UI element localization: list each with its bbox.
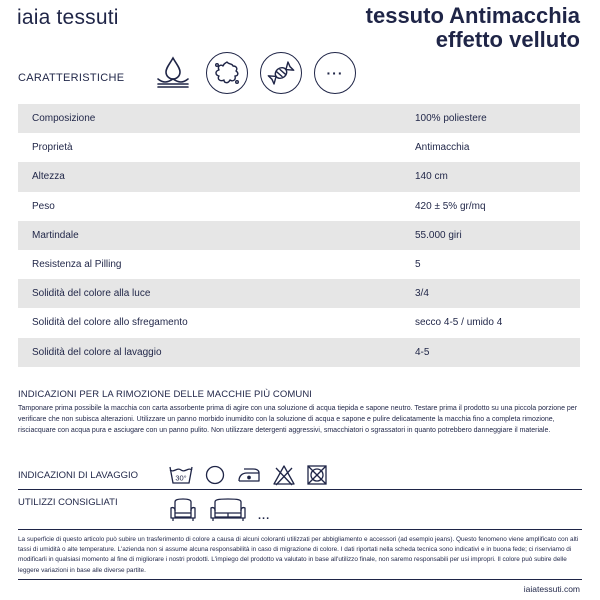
divider-uses — [18, 529, 582, 530]
more-dots: ··· — [326, 65, 344, 81]
spec-label: Peso — [18, 192, 415, 221]
disclaimer-text: La superficie di questo articolo può subire un trasferimento di colore a causa di alcuni coloranti utilizzati per abbigliamento e accessori (ad esempio jeans). Questo fenomeno viene amplificato con alti tassi di umidità o alte temperature. L'azienda non si assume alcuna responsabilità in caso di migrazione di colore. I dati riportati nella scheda tecnica sono indicativi e in buona fede; ci riserviamo di modificarli in qualsiasi momento al fine di migliorare i nostri prodotti. L'impiego del prodotto va valutato in base all'utilizzo finale, non saremo responsabili per usi impropri. Il colore può subire delle leggere variazioni in base alle diverse partite. — [18, 536, 579, 574]
product-title-line1: tessuto Antimacchia — [365, 3, 580, 28]
spec-label: Altezza — [18, 162, 415, 191]
product-title — [366, 4, 580, 52]
candy-icon — [260, 52, 302, 94]
spec-row — [18, 192, 580, 221]
stain-removal-title: INDICAZIONI PER LA RIMOZIONE DELLE MACCHIE PIÙ COMUNI — [18, 389, 313, 400]
spec-row — [18, 338, 580, 367]
dry-clean-icon — [204, 464, 226, 486]
spec-label: Composizione — [18, 104, 415, 133]
spec-row — [18, 221, 580, 250]
spec-row — [18, 162, 580, 191]
more-uses-icon: ... — [258, 510, 271, 522]
iron-low-icon — [236, 464, 262, 486]
spec-label: Solidità del colore alla luce — [18, 279, 415, 308]
stain-removal-text: Tamponare prima possibile la macchia con carta assorbente prima di agire con una soluzione di acqua tiepida e sapone neutro. Testare prima il prodotto su una piccola porzione per verificare che non subisca alterazioni. Utilizzare un panno morbido inumidito con la soluzione di acqua e sapone e pulire delicatamente la macchia fino a completa rimozione, risciacquare con acqua pura e asciugare con un panno pulito. Non utilizzare detergenti aggressivi, smacchiatori o sgrassatori in quanto potrebbero danneggiare il materiale. — [18, 405, 578, 435]
armchair-icon — [168, 497, 198, 523]
spec-label: Martindale — [18, 221, 415, 250]
website-link[interactable]: iaiatessuti.com — [523, 584, 580, 594]
spec-row — [18, 250, 580, 279]
divider-washing — [18, 489, 582, 490]
recommended-uses-title: UTILIZZI CONSIGLIATI — [18, 497, 118, 508]
no-bleach-icon — [272, 464, 296, 486]
spec-value: 140 cm — [415, 162, 580, 191]
spec-row — [18, 279, 580, 308]
stain-resistant-icon — [206, 52, 248, 94]
brand-logo: iaia tessuti — [17, 6, 119, 29]
water-repellent-icon — [152, 52, 194, 94]
washing-instructions-title: INDICAZIONI DI LAVAGGIO — [18, 470, 138, 481]
spec-value: 3/4 — [415, 279, 580, 308]
no-tumble-dry-icon — [306, 464, 328, 486]
spec-label: Resistenza al Pilling — [18, 250, 415, 279]
spec-row — [18, 133, 580, 162]
spec-value: 55.000 giri — [415, 221, 580, 250]
spec-value: 420 ± 5% gr/mq — [415, 192, 580, 221]
spec-value: 4-5 — [415, 338, 580, 367]
specs-table — [18, 104, 580, 367]
spec-label: Solidità del colore al lavaggio — [18, 338, 415, 367]
washing-icons — [168, 464, 328, 486]
spec-value: secco 4-5 / umido 4 — [415, 308, 580, 337]
wash-30-icon — [168, 464, 194, 486]
spec-label: Solidità del colore allo sfregamento — [18, 308, 415, 337]
spec-row — [18, 308, 580, 337]
recommended-uses-icons — [168, 497, 270, 523]
wash-temperature: 30° — [175, 473, 187, 483]
sofa-icon — [208, 497, 248, 523]
spec-value: 5 — [415, 250, 580, 279]
divider-footer — [18, 579, 582, 580]
more-icon — [314, 52, 356, 94]
spec-value: 100% poliestere — [415, 104, 580, 133]
spec-label: Proprietà — [18, 133, 415, 162]
spec-row — [18, 104, 580, 133]
spec-value: Antimacchia — [415, 133, 580, 162]
product-title-line2: effetto velluto — [435, 27, 580, 52]
caratteristiche-label: CARATTERISTICHE — [18, 72, 125, 84]
feature-icons — [152, 52, 356, 94]
